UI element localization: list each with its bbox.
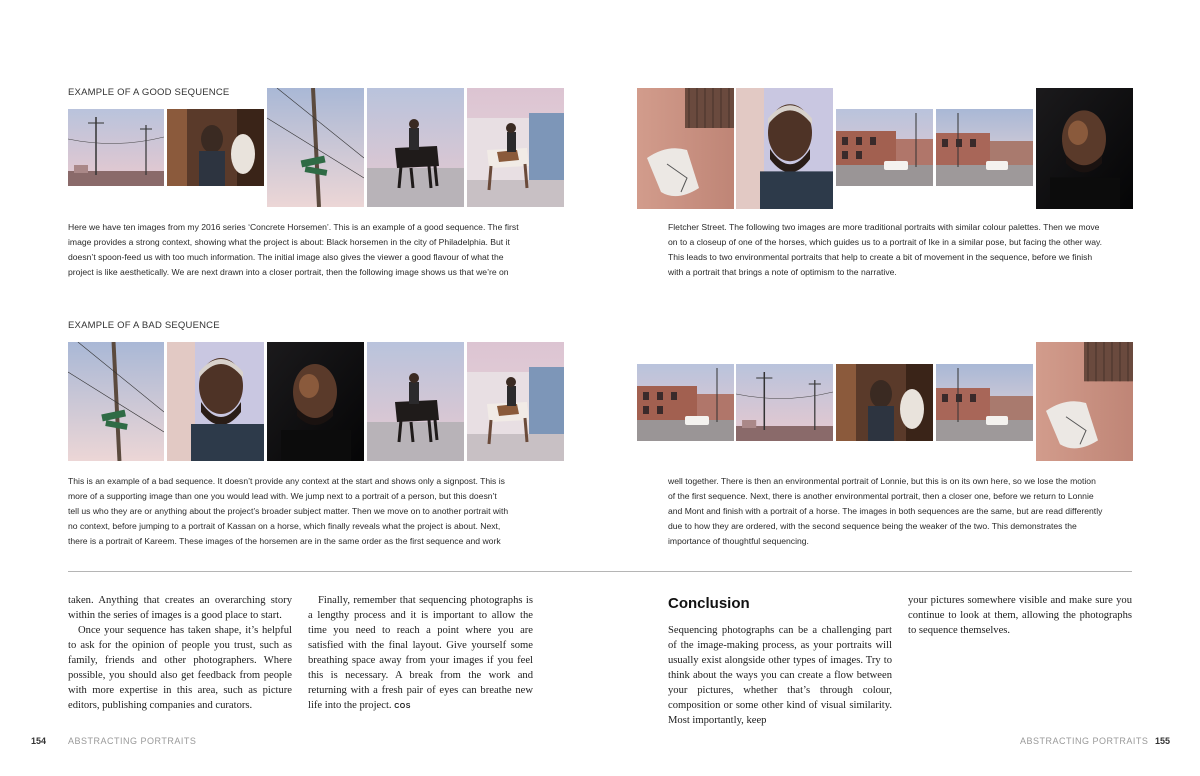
caption-line: due to how they are ordered, with the second sequence being the weaker of the two. This demonstrates the bbox=[668, 521, 1077, 531]
caption-line: This leads to two environmental portraits that help to create a bit of movement in the sequence, before we finish bbox=[668, 252, 1093, 262]
photo-man-with-horse-barn bbox=[167, 109, 264, 186]
photo-street-houses-car bbox=[637, 364, 734, 441]
photo-power-lines-sky bbox=[68, 109, 164, 186]
bad-sequence-caption-right bbox=[668, 474, 1138, 549]
good-sequence-caption-right bbox=[668, 220, 1138, 280]
page-number-left: 154 bbox=[31, 736, 47, 746]
photo-horse-brick-wall bbox=[1036, 342, 1133, 461]
page-number-right: 155 bbox=[1155, 736, 1171, 746]
photo-man-with-horse-barn bbox=[836, 364, 933, 441]
caption-line: well together. There is then an environmental portrait of Lonnie, but this is on its own here, so we lose the motion bbox=[668, 476, 1096, 486]
caption-line: there is a portrait of Kareem. These images of the horsemen are in the same order as the first sequence and work bbox=[68, 536, 501, 546]
body-column-2 bbox=[308, 593, 533, 714]
conclusion-heading: Conclusion bbox=[668, 595, 750, 612]
body-paragraph: Once your sequence has taken shape, it’s helpful to ask for the opinion of people you trust, such as family, friends and other photographers. Where possible, you should also get feedback from people with more expertise in this area, such as picture editors, publishing companies and curators. bbox=[68, 625, 292, 711]
photo-street-houses-car-2 bbox=[936, 364, 1033, 441]
caption-line: tell us who they are or anything about the project’s broader subject matter. Then we move on to another portrait with bbox=[68, 506, 509, 516]
caption-line: and Mont and finish with a portrait of a horse. The images in both sequences are the same, but are read differently bbox=[668, 506, 1103, 516]
caption-line: no context, before jumping to a portrait of Kassan on a horse, which finally reveals what the project is about. Next, bbox=[68, 521, 501, 531]
bad-sequence-label: EXAMPLE OF A BAD SEQUENCE bbox=[68, 320, 220, 331]
body-paragraph: your pictures somewhere visible and make sure you continue to look at them, allowing the photographs to sequence themselves. bbox=[908, 595, 1132, 636]
body-paragraph: Sequencing photographs can be a challenging part of the image-making process, as your portraits will usually exist alongside other types of images. Try to think about the ways you can create a flow between your pictures, whether that’s through colour, composition or some other kind of visual similarity. Most importantly, keep bbox=[668, 625, 892, 726]
photo-street-sign-pole bbox=[267, 88, 364, 207]
good-sequence-caption-left bbox=[68, 220, 568, 280]
caption-line: on to a closeup of one of the horses, which guides us to a portrait of Ike in a similar pose, but facing the other way. bbox=[668, 237, 1103, 247]
photo-horseman-warehouse bbox=[467, 342, 564, 461]
body-paragraph: taken. Anything that creates an overarching story within the series of images is a good place to start. bbox=[68, 595, 292, 621]
end-mark: COS bbox=[394, 703, 411, 710]
bad-sequence-caption-left bbox=[68, 474, 568, 549]
running-head-right: ABSTRACTING PORTRAITS bbox=[1020, 736, 1149, 746]
caption-line: with a portrait that brings a note of optimism to the narrative. bbox=[668, 267, 897, 277]
photo-street-sign-pole bbox=[68, 342, 164, 461]
photo-horseman-riding-street bbox=[367, 342, 464, 461]
caption-line: more of a supporting image than one you would lead with. We jump next to a portrait of a person, but this doesn’t bbox=[68, 491, 497, 501]
photo-dark-portrait bbox=[1036, 88, 1133, 209]
photo-portrait-man-profile bbox=[736, 88, 833, 209]
caption-line: Here we have ten images from my 2016 series ‘Concrete Horsemen’. This is an example of a good sequence. The first bbox=[68, 222, 519, 232]
good-sequence-label: EXAMPLE OF A GOOD SEQUENCE bbox=[68, 87, 230, 98]
caption-line: of the first sequence. Next, there is another environmental portrait, then a closer one, before we return to Lonnie bbox=[668, 491, 1094, 501]
caption-line: project is like aesthetically. We are next drawn into a closer portrait, then the following image shows us that we’re on bbox=[68, 267, 509, 277]
photo-horseman-riding-street bbox=[367, 88, 464, 207]
body-column-4 bbox=[908, 593, 1132, 638]
photo-street-houses-car bbox=[836, 109, 933, 186]
section-divider bbox=[68, 571, 1132, 572]
caption-line: doesn’t spoon-feed us with too much information. The initial image also gives the viewer a good flavour of what the bbox=[68, 252, 504, 262]
photo-horse-brick-wall bbox=[637, 88, 734, 209]
photo-power-lines-sky bbox=[736, 364, 833, 441]
caption-line: This is an example of a bad sequence. It doesn’t provide any context at the start and shows only a signpost. This is bbox=[68, 476, 505, 486]
body-column-1 bbox=[68, 593, 292, 713]
caption-line: importance of thoughtful sequencing. bbox=[668, 536, 809, 546]
photo-street-houses-car-2 bbox=[936, 109, 1033, 186]
caption-line: Fletcher Street. The following two images are more traditional portraits with similar colour palettes. Then we move bbox=[668, 222, 1100, 232]
caption-line: image provides a strong context, showing what the project is about: Black horsemen in the city of Philadelphia. But it bbox=[68, 237, 510, 247]
photo-portrait-man-profile bbox=[167, 342, 264, 461]
running-head-left: ABSTRACTING PORTRAITS bbox=[68, 736, 197, 746]
photo-dark-portrait bbox=[267, 342, 364, 461]
photo-horseman-warehouse bbox=[467, 88, 564, 207]
body-column-3 bbox=[668, 623, 892, 728]
body-paragraph: Finally, remember that sequencing photographs is a lengthy process and it is important to allow the time you need to reach a point where you are satisfied with the final layout. Give yourself some breathing space away from your images if you feel this is necessary. A break from the work and returning with a fresh pair of eyes can breathe new life into the project. bbox=[308, 595, 533, 711]
